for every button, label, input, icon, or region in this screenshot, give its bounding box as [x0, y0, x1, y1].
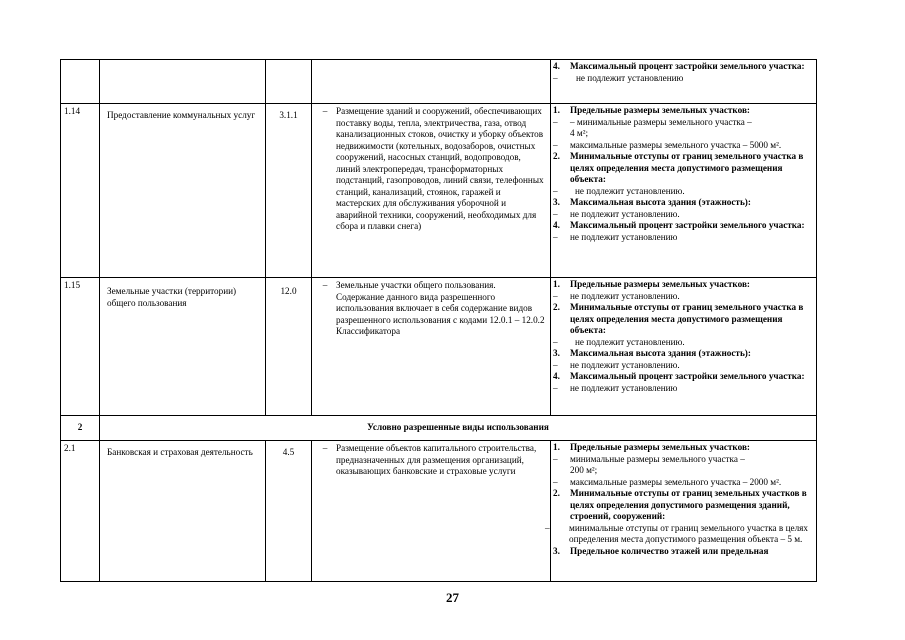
usage-name: Предоставление коммунальных услуг [100, 104, 266, 278]
table-row [61, 441, 817, 582]
params-cell: 1. Предельные размеры земельных участков: – – минимальные размеры земельного участка – 4 м²; – максимальные размеры земельного участка – 5000 м². 2. Минимальные отступы от границ земельного участка в целях определения места допустимого размещения объекта: – не подлежит установлению. 3. Максимальная высота здания (этажность): – не подлежит установлению. 4. Максимальный процент застройки земельного участка: – не подлежит установлению [551, 104, 817, 278]
section-title: Условно разрешенные виды использования [100, 416, 817, 441]
land-use-table [60, 59, 817, 582]
table-row [61, 104, 817, 278]
usage-code: 4.5 [266, 441, 312, 582]
table-row [61, 60, 817, 104]
section-number: 2 [61, 416, 100, 441]
row-number: 1.15 [61, 278, 100, 416]
usage-code: 3.1.1 [266, 104, 312, 278]
params-cell: 4. Максимальный процент застройки земельного участка: – не подлежит установлению [551, 60, 817, 104]
section-header-row [61, 416, 817, 441]
row-number: 1.14 [61, 104, 100, 278]
params-cell: 1. Предельные размеры земельных участков: – не подлежит установлению. 2. Минимальные отступы от границ земельного участка в целях определения места допустимого размещения объекта: – не подлежит установлению. 3. Максимальная высота здания (этажность): – не подлежит установлению. 4. Максимальный процент застройки земельного участка: – не подлежит установлению [551, 278, 817, 416]
usage-name: Земельные участки (территории) общего пользования [100, 278, 266, 416]
usage-description: – Земельные участки общего пользования. Содержание данного вида разрешенного использования включает в себя содержание видов разрешенного использования с кодами 12.0.1 – 12.0.2 Классификатора [312, 278, 551, 416]
page-number: 27 [446, 590, 459, 605]
usage-code: 12.0 [266, 278, 312, 416]
usage-name: Банковская и страховая деятельность [100, 441, 266, 582]
usage-description: – Размещение зданий и сооружений, обеспечивающих поставку воды, тепла, электричества, газа, отвод канализационных стоков, очистку и уборку объектов недвижимости (котельных, водозаборов, очистных сооружений, насосных станций, водопроводов, линий электропередач, трансформаторных подстанций, газопроводов, линий связи, телефонных станций, канализаций, стоянок, гаражей и мастерских для обслуживания уборочной и аварийной техники, сооружений, необходимых для сбора и плавки снега) [312, 104, 551, 278]
row-number: 2.1 [61, 441, 100, 582]
params-cell: 1. Предельные размеры земельных участков: – минимальные размеры земельного участка – 200 м²; – максимальные размеры земельного участка – 2000 м². 2. Минимальные отступы от границ земельных участков в целях определения допустимого размещения зданий, строений, сооружений: – минимальные отступы от границ земельного участка в целях определения места допустимого размещения объекта – 5 м. 3. Предельное количество этажей или предельная [551, 441, 817, 582]
usage-description: – Размещение объектов капитального строительства, предназначенных для размещения организаций, оказывающих банковские и страховые услуги [312, 441, 551, 582]
table-row [61, 278, 817, 416]
